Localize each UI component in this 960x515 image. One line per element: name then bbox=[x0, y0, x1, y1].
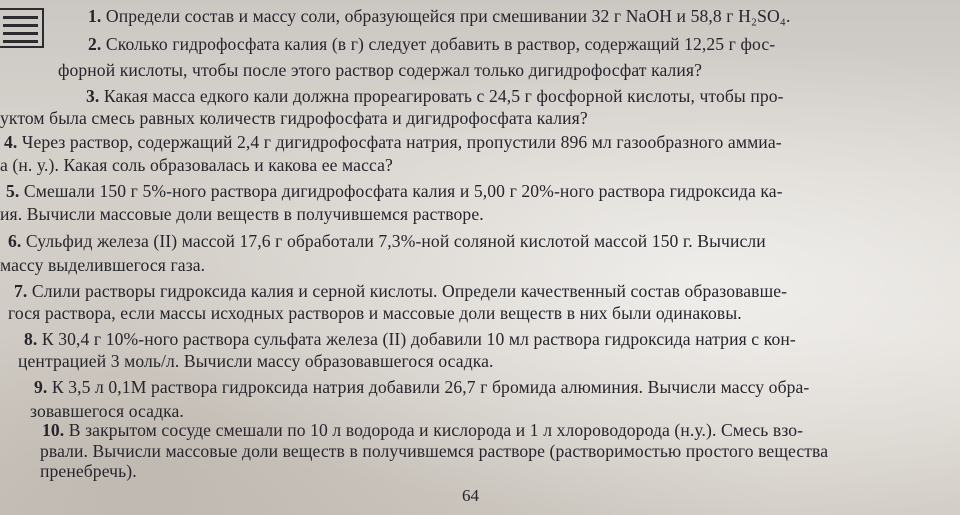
problem-8-number: 8. bbox=[24, 329, 38, 349]
problem-4-line-2: а (н. у.). Какая соль образовалась и какова ее масса? bbox=[0, 155, 393, 175]
problem-1-text: Определи состав и массу соли, образующейся при смешивании 32 г NaOH и 58,8 г H₂SO₄. bbox=[105, 6, 791, 26]
problem-7-text: Слили растворы гидроксида калия и серной кислоты. Определи качественный состав образовавше- bbox=[31, 281, 788, 301]
problem-9-text: К 3,5 л 0,1М раствора гидроксида натрия добавили 26,7 г бромида алюминия. Вычисли массу обра- bbox=[51, 377, 810, 397]
problem-9-number: 9. bbox=[34, 377, 48, 397]
problem-10-line-3: пренебречь). bbox=[40, 461, 137, 481]
problem-6-text: Сульфид железа (II) массой 17,6 г обработали 7,3%-ной соляной кислотой массой 150 г. Вычисли bbox=[25, 231, 766, 251]
problem-10-line-2: рвали. Вычисли массовые доли веществ в получившемся растворе (растворимостью простого вещества bbox=[40, 441, 829, 461]
problem-7-line-2: гося раствора, если массы исходных растворов и массовые доли веществ в них были одинаковы. bbox=[8, 303, 742, 323]
exercise-section-icon bbox=[0, 8, 44, 48]
problem-10-number: 10. bbox=[42, 420, 65, 440]
problem-4-text: Через раствор, содержащий 2,4 г дигидрофосфата натрия, пропустили 896 мл газообразного аммиа- bbox=[21, 132, 782, 152]
problem-4-line-1 bbox=[4, 131, 782, 153]
problem-8-line-2: центрацией 3 моль/л. Вычисли массу образовавшегося осадка. bbox=[18, 351, 494, 371]
problem-5-text: Смешали 150 г 5%-ного раствора дигидрофосфата калия и 5,00 г 20%-ного раствора гидроксида ка- bbox=[23, 181, 783, 201]
problem-3-line-1 bbox=[86, 85, 784, 107]
problem-6-line-2: массу выделившегося газа. bbox=[0, 255, 206, 275]
problem-7-line-1 bbox=[14, 280, 787, 302]
problem-2-line-1 bbox=[88, 33, 775, 55]
problem-7-number: 7. bbox=[14, 281, 28, 301]
problem-4-number: 4. bbox=[4, 132, 18, 152]
problem-9-line-2: зовавшегося осадка. bbox=[30, 401, 184, 421]
problem-3-number: 3. bbox=[86, 86, 100, 106]
problem-3-text: Какая масса едкого кали должна прореагировать с 24,5 г фосфорной кислоты, чтобы про- bbox=[103, 86, 784, 106]
problem-6-number: 6. bbox=[8, 231, 22, 251]
problem-10-text: В закрытом сосуде смешали по 10 л водорода и кислорода и 1 л хлороводорода (н.у.). Смесь взо- bbox=[68, 420, 804, 440]
problem-8-text: К 30,4 г 10%-ного раствора сульфата железа (II) добавили 10 мл раствора гидроксида натрия с кон- bbox=[41, 329, 796, 349]
problem-1-number: 1. bbox=[88, 6, 102, 26]
problem-10-line-1 bbox=[42, 419, 803, 441]
problem-3-line-2: уктом была смесь равных количеств гидрофосфата и дигидрофосфата калия? bbox=[0, 108, 588, 128]
problem-8-line-1 bbox=[24, 328, 796, 350]
problem-2-line-2: форной кислоты, чтобы после этого раствор содержал только дигидрофосфат калия? bbox=[58, 60, 703, 80]
problem-5-line-2: ия. Вычисли массовые доли веществ в получившемся растворе. bbox=[0, 204, 484, 224]
problem-2-text: Сколько гидрофосфата калия (в г) следует добавить в раствор, содержащий 12,25 г фос- bbox=[105, 34, 776, 54]
problem-5-number: 5. bbox=[6, 181, 20, 201]
page-number: 64 bbox=[462, 486, 479, 505]
problem-5-line-1 bbox=[6, 180, 783, 202]
problem-1-line-1 bbox=[88, 5, 791, 27]
problem-2-number: 2. bbox=[88, 34, 102, 54]
problem-9-line-1 bbox=[34, 376, 809, 398]
problem-6-line-1 bbox=[8, 230, 766, 252]
